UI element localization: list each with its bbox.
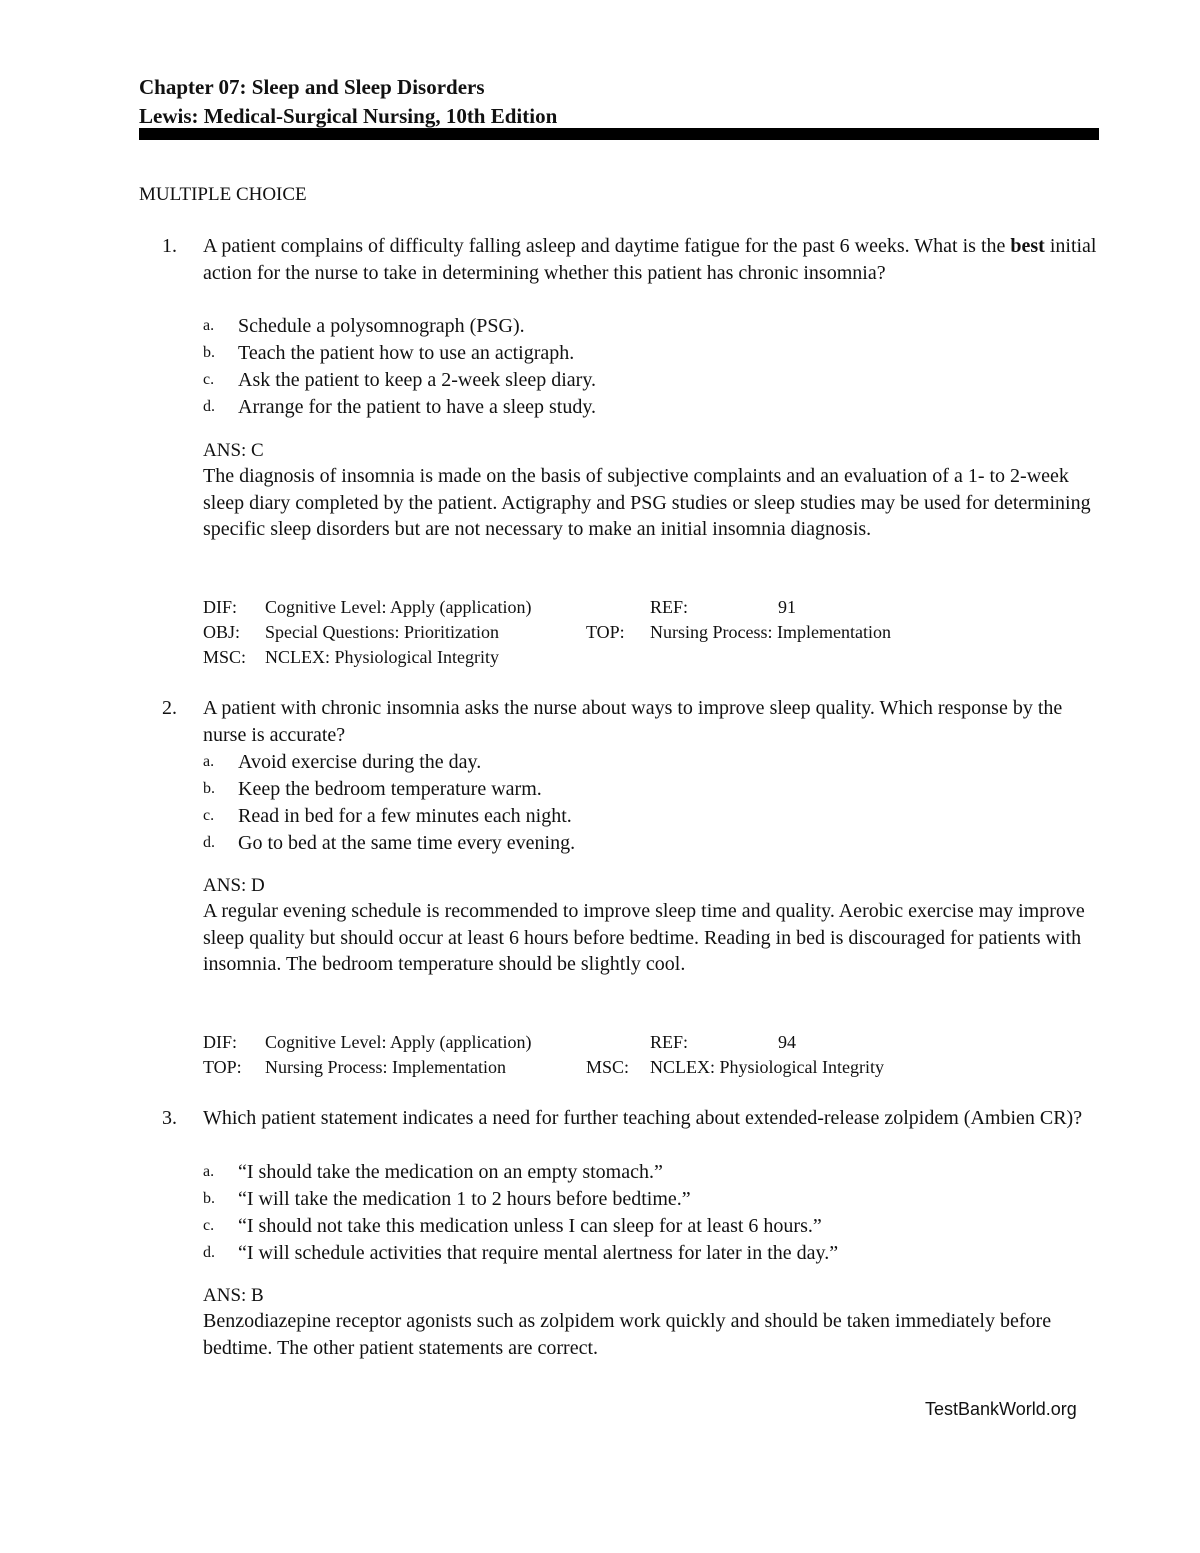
question-stem: Which patient statement indicates a need for further teaching about extended-release zolpidem (Ambien CR)?: [203, 1107, 1083, 1129]
option-text: “I will take the medication 1 to 2 hours before bedtime.”: [238, 1188, 691, 1210]
option-letter: c.: [203, 371, 215, 388]
meta-value: Cognitive Level: Apply (application): [265, 1032, 532, 1052]
answer-key: ANS: C: [203, 440, 264, 461]
question-number: 1.: [162, 235, 177, 257]
option-text: Ask the patient to keep a 2-week sleep diary.: [238, 369, 597, 391]
option-letter: d.: [203, 834, 215, 851]
question-number: 2.: [162, 697, 177, 719]
question-stem-part: A patient complains of difficulty falling asleep and daytime fatigue for the past 6 weeks. What is the: [203, 235, 1011, 257]
option-text: Read in bed for a few minutes each night.: [238, 805, 572, 827]
meta-value: Nursing Process: Implementation: [265, 1057, 506, 1077]
meta-label: DIF:: [203, 597, 238, 617]
answer-key: ANS: B: [203, 1285, 264, 1306]
question-stem: [203, 233, 1108, 286]
meta-label: DIF:: [203, 1032, 238, 1052]
meta-label: REF:: [650, 597, 689, 617]
option-text: “I will schedule activities that require mental alertness for later in the day.”: [238, 1242, 839, 1264]
option-letter: a.: [203, 317, 215, 334]
book-title: Lewis: Medical-Surgical Nursing, 10th Edition: [139, 104, 558, 128]
meta-label: MSC:: [203, 647, 247, 667]
meta-value: Special Questions: Prioritization: [265, 622, 499, 642]
meta-label: TOP:: [203, 1057, 242, 1077]
chapter-title: Chapter 07: Sleep and Sleep Disorders: [139, 75, 485, 99]
option-text: Go to bed at the same time every evening.: [238, 832, 576, 854]
meta-value: Nursing Process: Implementation: [650, 622, 891, 642]
section-title: MULTIPLE CHOICE: [139, 184, 307, 205]
option-letter: c.: [203, 1217, 215, 1234]
option-letter: d.: [203, 398, 215, 415]
question-number: 3.: [162, 1107, 177, 1129]
option-text: Avoid exercise during the day.: [238, 751, 482, 773]
option-text: “I should not take this medication unless I can sleep for at least 6 hours.”: [238, 1215, 822, 1237]
option-text: Keep the bedroom temperature warm.: [238, 778, 542, 800]
meta-value: Cognitive Level: Apply (application): [265, 597, 532, 617]
meta-label: TOP:: [586, 622, 625, 642]
answer-key: ANS: D: [203, 875, 265, 896]
option-letter: b.: [203, 1190, 215, 1207]
meta-value: NCLEX: Physiological Integrity: [265, 647, 499, 667]
question-stem-emphasis: best: [1010, 235, 1045, 257]
footer-watermark: TestBankWorld.org: [925, 1399, 1077, 1419]
meta-value: NCLEX: Physiological Integrity: [650, 1057, 884, 1077]
option-text: Schedule a polysomnograph (PSG).: [238, 315, 525, 337]
meta-label: MSC:: [586, 1057, 630, 1077]
option-text: “I should take the medication on an empty stomach.”: [238, 1161, 663, 1183]
meta-value: 94: [778, 1032, 796, 1052]
option-text: Teach the patient how to use an actigraph.: [238, 342, 575, 364]
meta-label: OBJ:: [203, 622, 241, 642]
option-letter: b.: [203, 344, 215, 361]
question-stem: A patient with chronic insomnia asks the nurse about ways to improve sleep quality. Which response by the nurse is accurate?: [203, 697, 1063, 746]
option-letter: b.: [203, 780, 215, 797]
option-letter: d.: [203, 1244, 215, 1261]
option-letter: a.: [203, 1163, 215, 1180]
rationale: The diagnosis of insomnia is made on the basis of subjective complaints and an evaluation of a 1- to 2-week sleep diary completed by the patient. Actigraphy and PSG studies or sleep studies may be used for determining specific sleep disorders but are not necessary to make an initial insomnia diagnosis.: [203, 465, 1091, 541]
option-letter: a.: [203, 753, 215, 770]
option-text: Arrange for the patient to have a sleep study.: [238, 396, 597, 418]
question-stem-part: initial action for the nurse to take in determining whether this patient has chronic insomnia?: [203, 235, 1097, 284]
rationale: A regular evening schedule is recommended to improve sleep time and quality. Aerobic exercise may improve sleep quality but should occur at least 6 hours before bedtime. Reading in bed is discouraged for patients with insomnia. The bedroom temperature should be slightly cool.: [203, 900, 1085, 976]
rationale: Benzodiazepine receptor agonists such as zolpidem work quickly and should be taken immediately before bedtime. The other patient statements are correct.: [203, 1310, 1052, 1359]
meta-label: REF:: [650, 1032, 689, 1052]
header-rule: [139, 128, 1099, 140]
option-letter: c.: [203, 807, 215, 824]
meta-value: 91: [778, 597, 796, 617]
